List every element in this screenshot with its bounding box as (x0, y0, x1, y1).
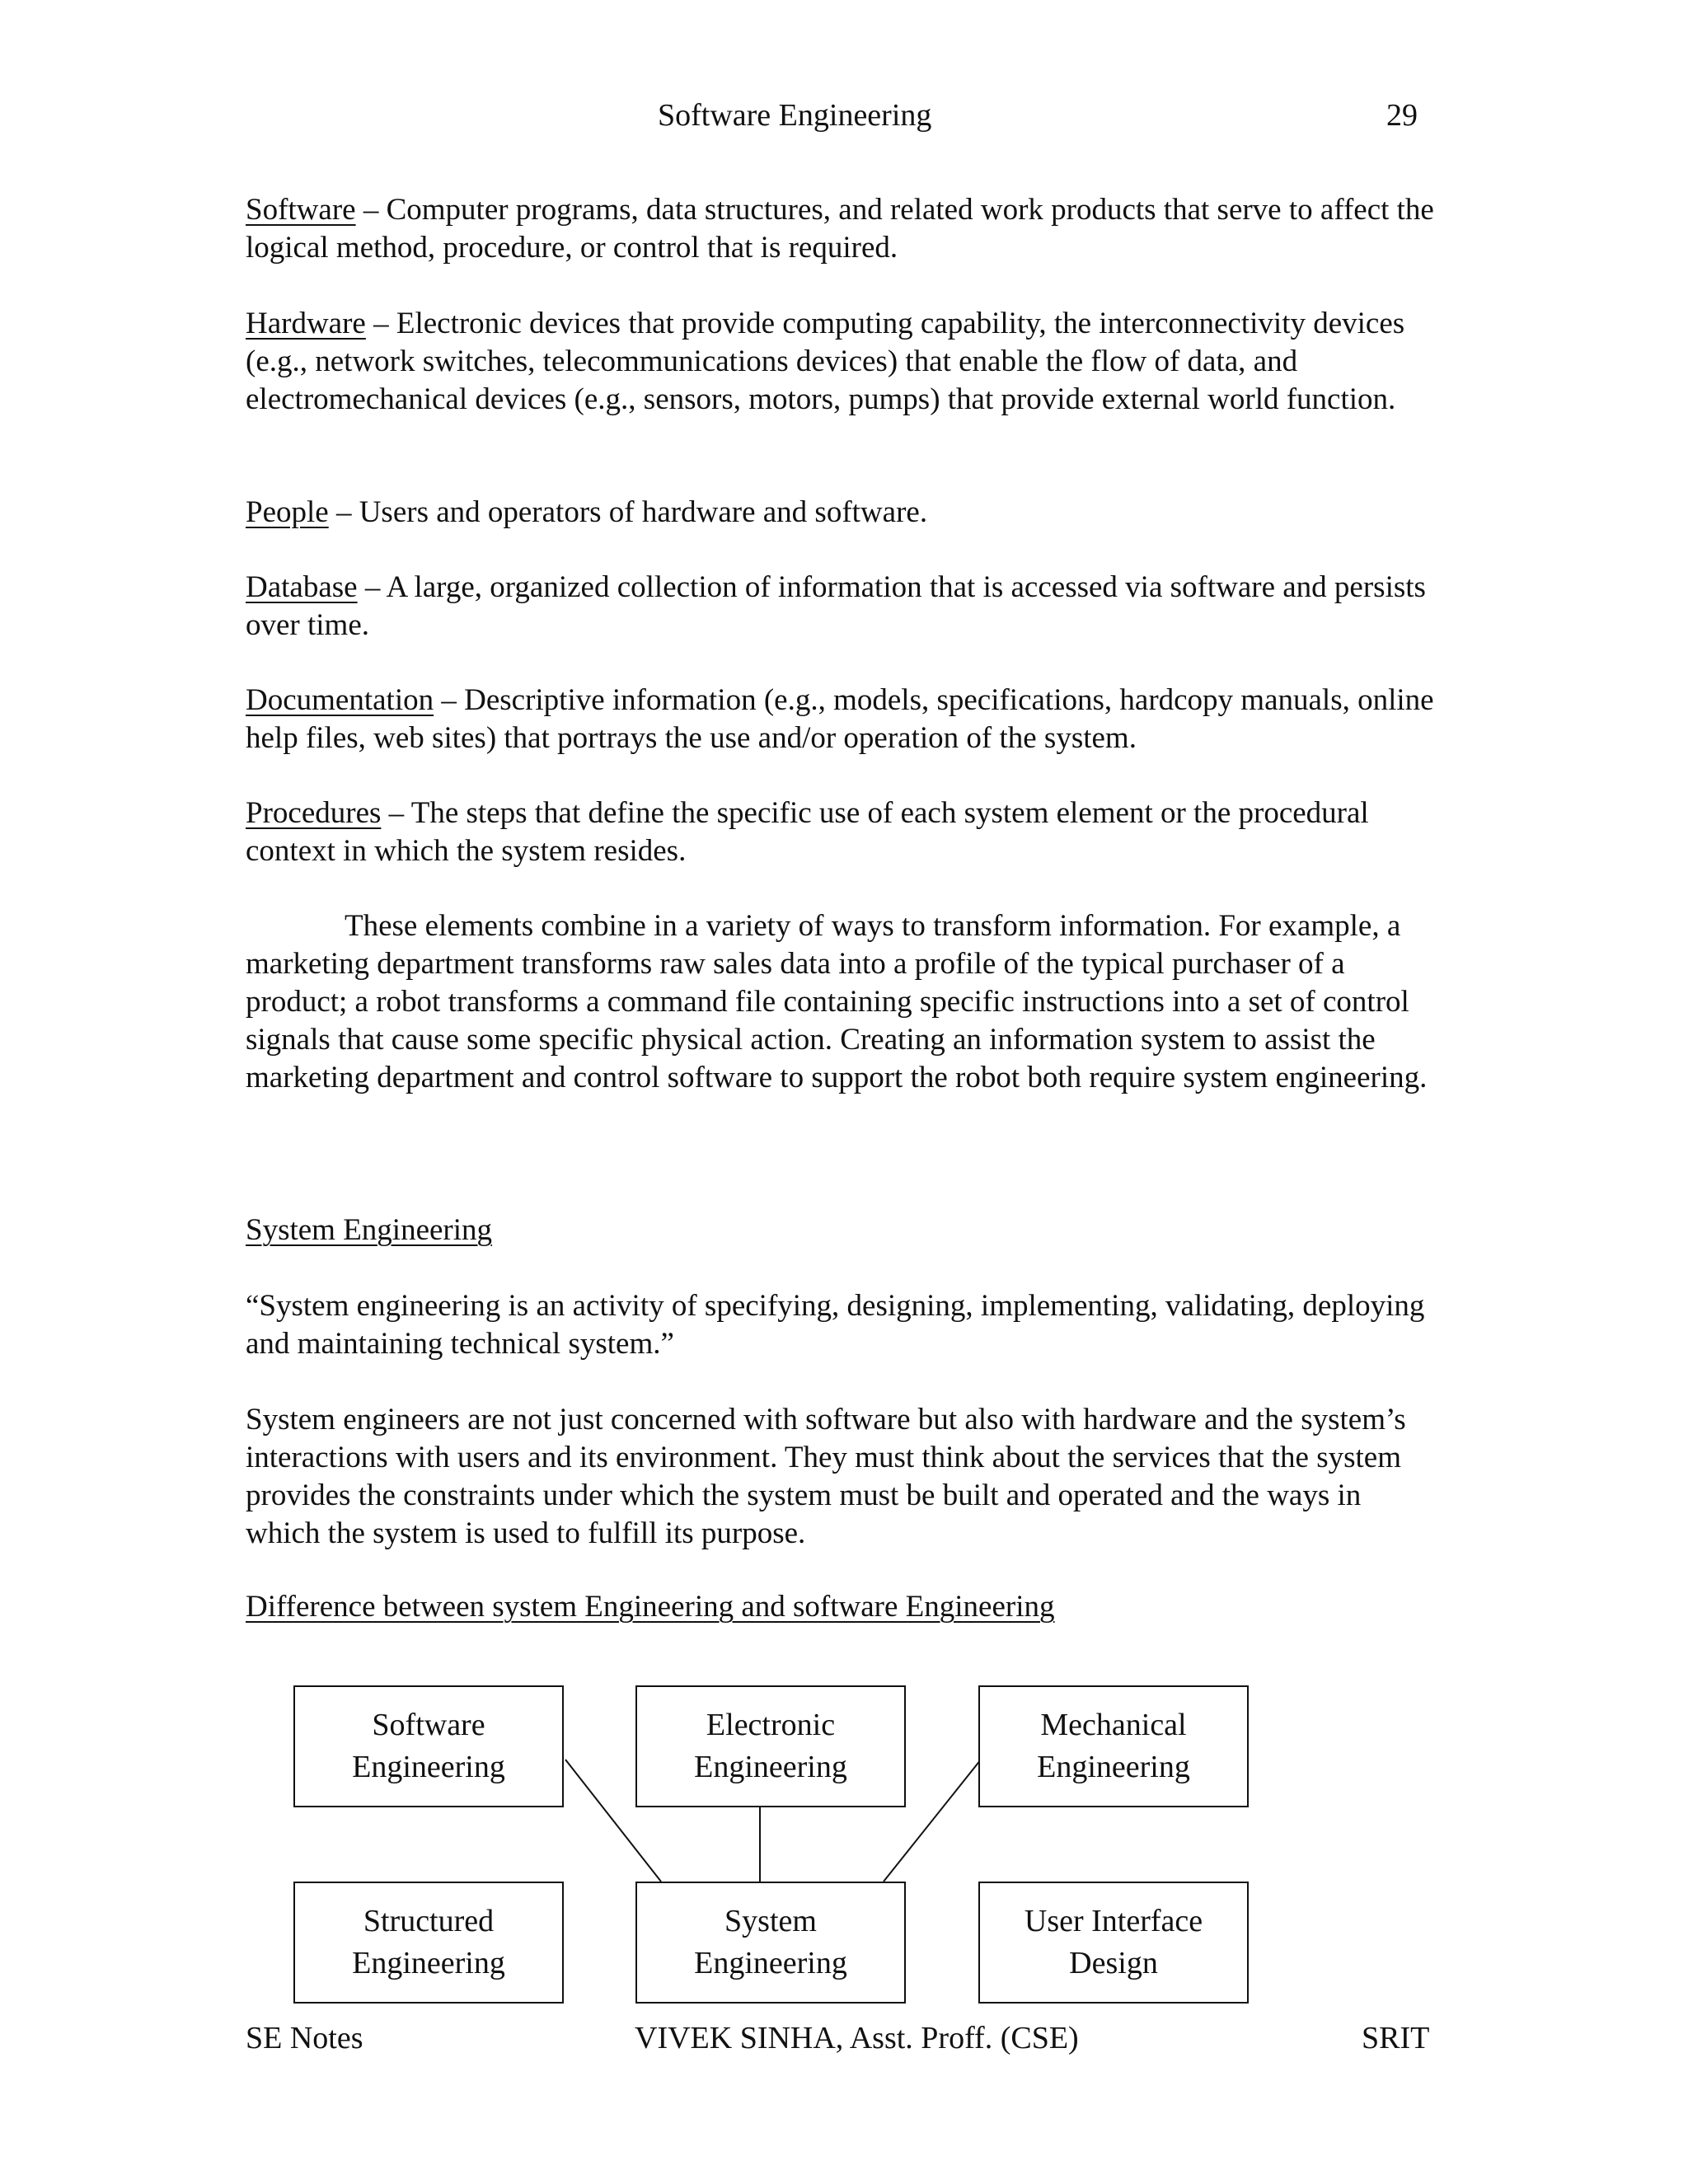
definition-text: – Users and operators of hardware and software. (328, 495, 928, 529)
box-label: Engineering (694, 1946, 847, 1980)
footer-right: SRIT (1362, 2021, 1430, 2055)
box-label: Engineering (694, 1750, 847, 1784)
box-software-engineering (293, 1685, 564, 1807)
definition-text: – A large, organized collection of information that is accessed via software and persists over time. (246, 570, 1426, 642)
term-hardware: Hardware (246, 307, 366, 340)
box-label: Mechanical (1040, 1708, 1187, 1742)
footer-left: SE Notes (246, 2021, 363, 2055)
page-title: Software Engineering (658, 98, 932, 133)
box-label: Engineering (352, 1946, 505, 1980)
term-database: Database (246, 570, 358, 604)
footer-center: VIVEK SINHA, Asst. Proff. (CSE) (635, 2021, 1079, 2055)
definition-text: – Descriptive information (e.g., models, specifications, hardcopy manuals, online help files, web sites) that portrays the use and/or operation of the system. (246, 683, 1434, 755)
system-engineers-paragraph: System engineers are not just concerned with software but also with hardware and the system’s interactions with users and its environment. They must think about the services that the system provides the constraints under which the system must be built and operated and the ways in which the system is used to fulfill its purpose. (246, 1403, 1406, 1550)
page-number: 29 (1386, 98, 1418, 133)
system-engineering-heading: System Engineering (246, 1213, 493, 1247)
box-system-engineering (635, 1882, 906, 2004)
term-software: Software (246, 193, 356, 227)
definition-text: – Computer programs, data structures, and related work products that serve to affect the logical method, procedure, or control that is required. (246, 193, 1434, 265)
term-documentation: Documentation (246, 683, 434, 717)
box-label: Electronic (706, 1708, 836, 1742)
difference-heading: Difference between system Engineering and software Engineering (246, 1590, 1055, 1624)
definition-quote: “System engineering is an activity of specifying, designing, implementing, validating, deploying and maintaining technical system.” (246, 1289, 1425, 1361)
term-procedures: Procedures (246, 796, 382, 830)
box-label: Engineering (352, 1750, 505, 1784)
box-label: User Interface (1024, 1904, 1203, 1938)
term-people: People (246, 495, 329, 529)
box-structured-engineering (293, 1882, 564, 2004)
box-electronic-engineering (635, 1685, 906, 1807)
box-mechanical-engineering (978, 1685, 1249, 1807)
definition-text: – Electronic devices that provide computing capability, the interconnectivity devices (e.g., network switches, telecommunications devices) that enable the flow of data, and electromechanical devices (e.g., sensors, motors, pumps) that provide external world function. (246, 307, 1405, 416)
box-user-interface-design (978, 1882, 1249, 2004)
box-label: System (724, 1904, 817, 1938)
box-label: Structured (363, 1904, 495, 1938)
elements-paragraph: These elements combine in a variety of ways to transform information. For example, a marketing department transforms raw sales data into a profile of the typical purchaser of a product; a robot transforms a command file containing specific instructions into a set of control signals that cause some specific physical action. Creating an information system to assist the marketing department and control software to support the robot both require system engineering. (246, 909, 1428, 1094)
box-label: Engineering (1037, 1750, 1190, 1784)
box-label: Software (372, 1708, 485, 1742)
box-label: Design (1069, 1946, 1158, 1980)
definition-text: – The steps that define the specific use of each system element or the procedural context in which the system resides. (246, 796, 1369, 868)
